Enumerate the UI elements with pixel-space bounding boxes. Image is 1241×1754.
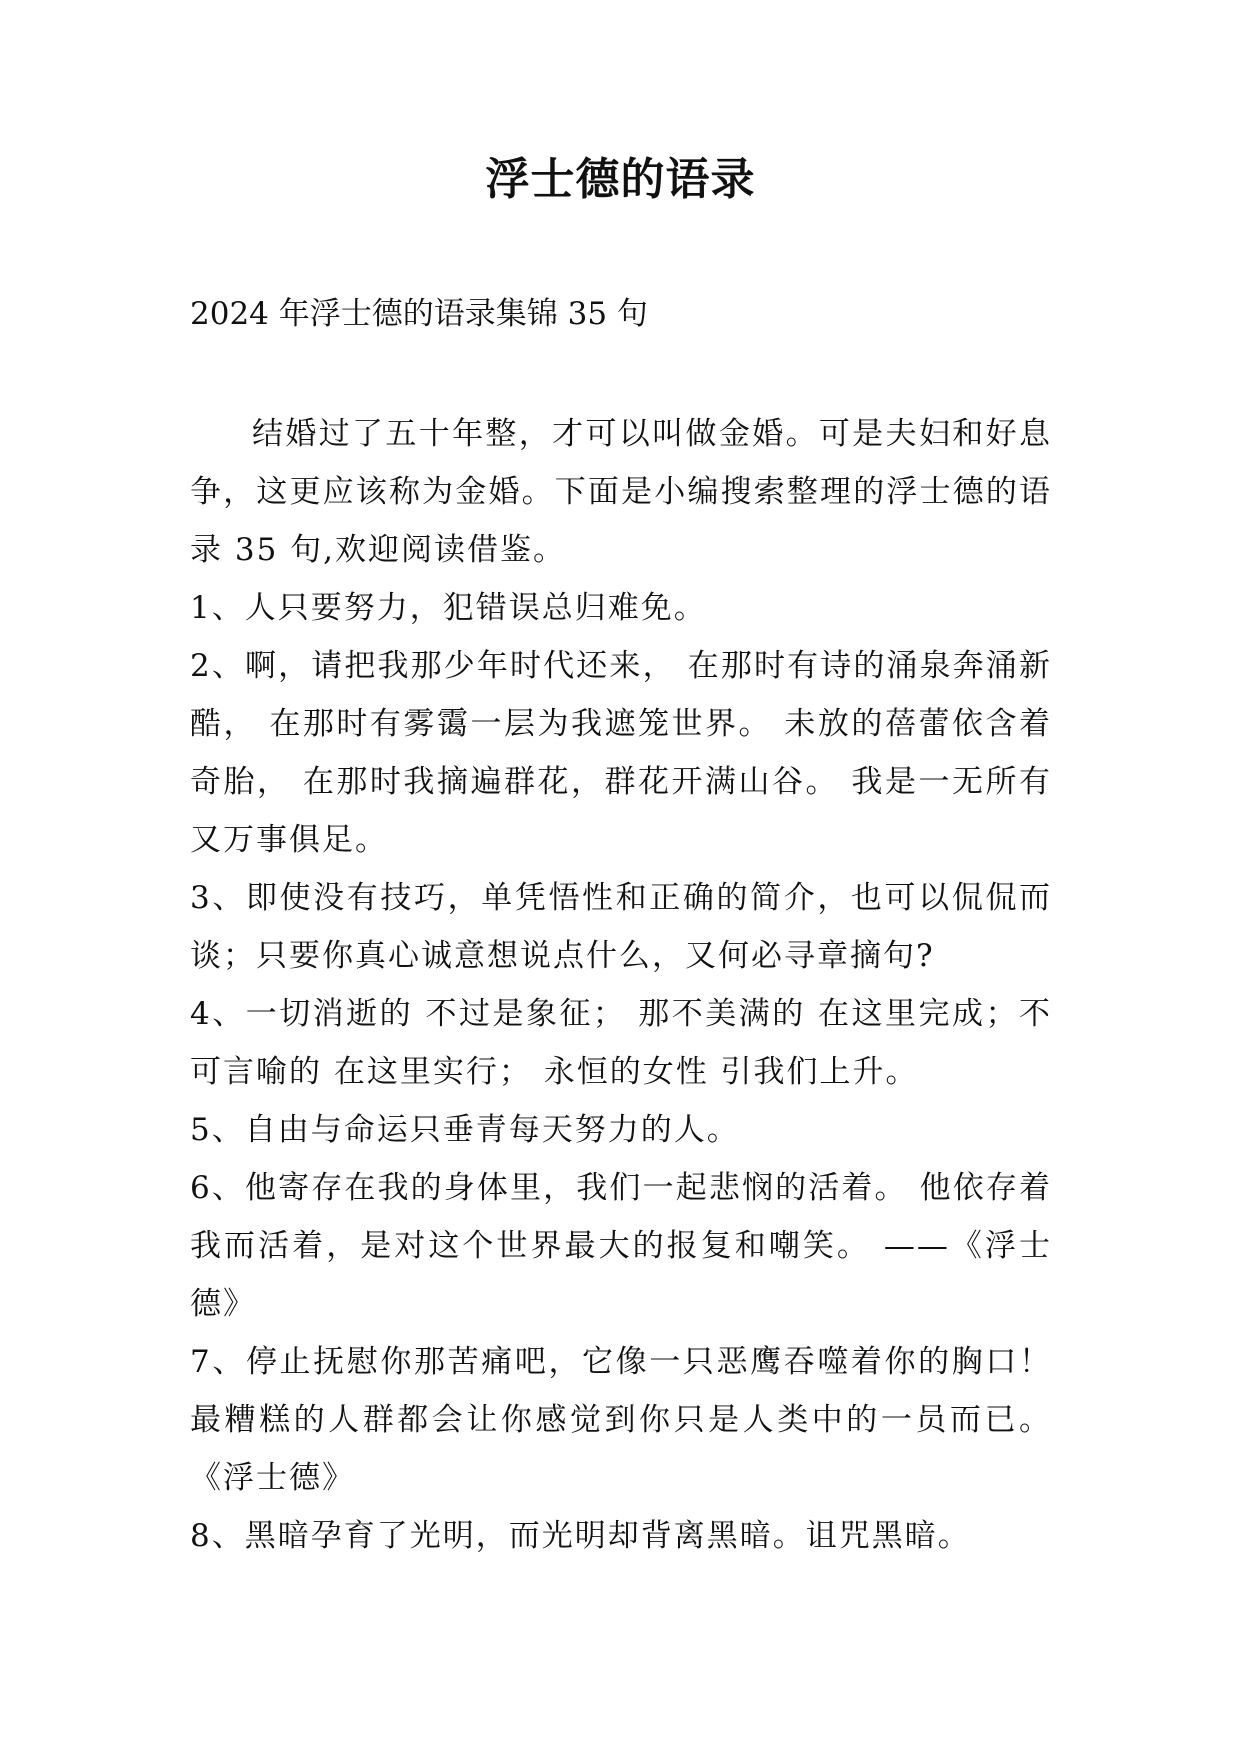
quote-item: 2、啊，请把我那少年时代还来， 在那时有诗的涌泉奔涌新酷， 在那时有雾霭一层为我遮笼世界。 未放的蓓蕾依含着奇胎， 在那时我摘遍群花，群花开满山谷。 我是一无所有又万事俱足。 <box>190 648 1052 858</box>
quote-item: 8、黑暗孕育了光明，而光明却背离黑暗。诅咒黑暗。 <box>190 1518 971 1554</box>
quote-item: 1、人只要努力，犯错误总归难免。 <box>190 590 707 626</box>
quote-item: 7、停止抚慰你那苦痛吧，它像一只恶鹰吞噬着你的胸口！最糟糕的人群都会让你感觉到你只是人类中的一员而已。《浮士德》 <box>190 1344 1052 1496</box>
quote-item: 4、一切消逝的 不过是象征； 那不美满的 在这里完成；不可言喻的 在这里实行； 永恒的女性 引我们上升。 <box>190 996 1052 1090</box>
document-subtitle: 2024 年浮士德的语录集锦 35 句 <box>190 296 648 332</box>
quote-item: 6、他寄存在我的身体里，我们一起悲悯的活着。 他依存着我而活着，是对这个世界最大的报复和嘲笑。 ——《浮士德》 <box>190 1170 1052 1322</box>
quote-item: 5、自由与命运只垂青每天努力的人。 <box>190 1112 740 1148</box>
quote-item: 3、即使没有技巧，单凭悟性和正确的简介，也可以侃侃而谈；只要你真心诚意想说点什么，又何必寻章摘句? <box>190 880 1052 974</box>
page-title: 浮士德的语录 <box>485 154 756 205</box>
document-body <box>190 405 1052 1565</box>
intro-paragraph: 结婚过了五十年整，才可以叫做金婚。可是夫妇和好息争，这更应该称为金婚。下面是小编搜索整理的浮士德的语录 35 句,欢迎阅读借鉴。 <box>190 416 1052 568</box>
